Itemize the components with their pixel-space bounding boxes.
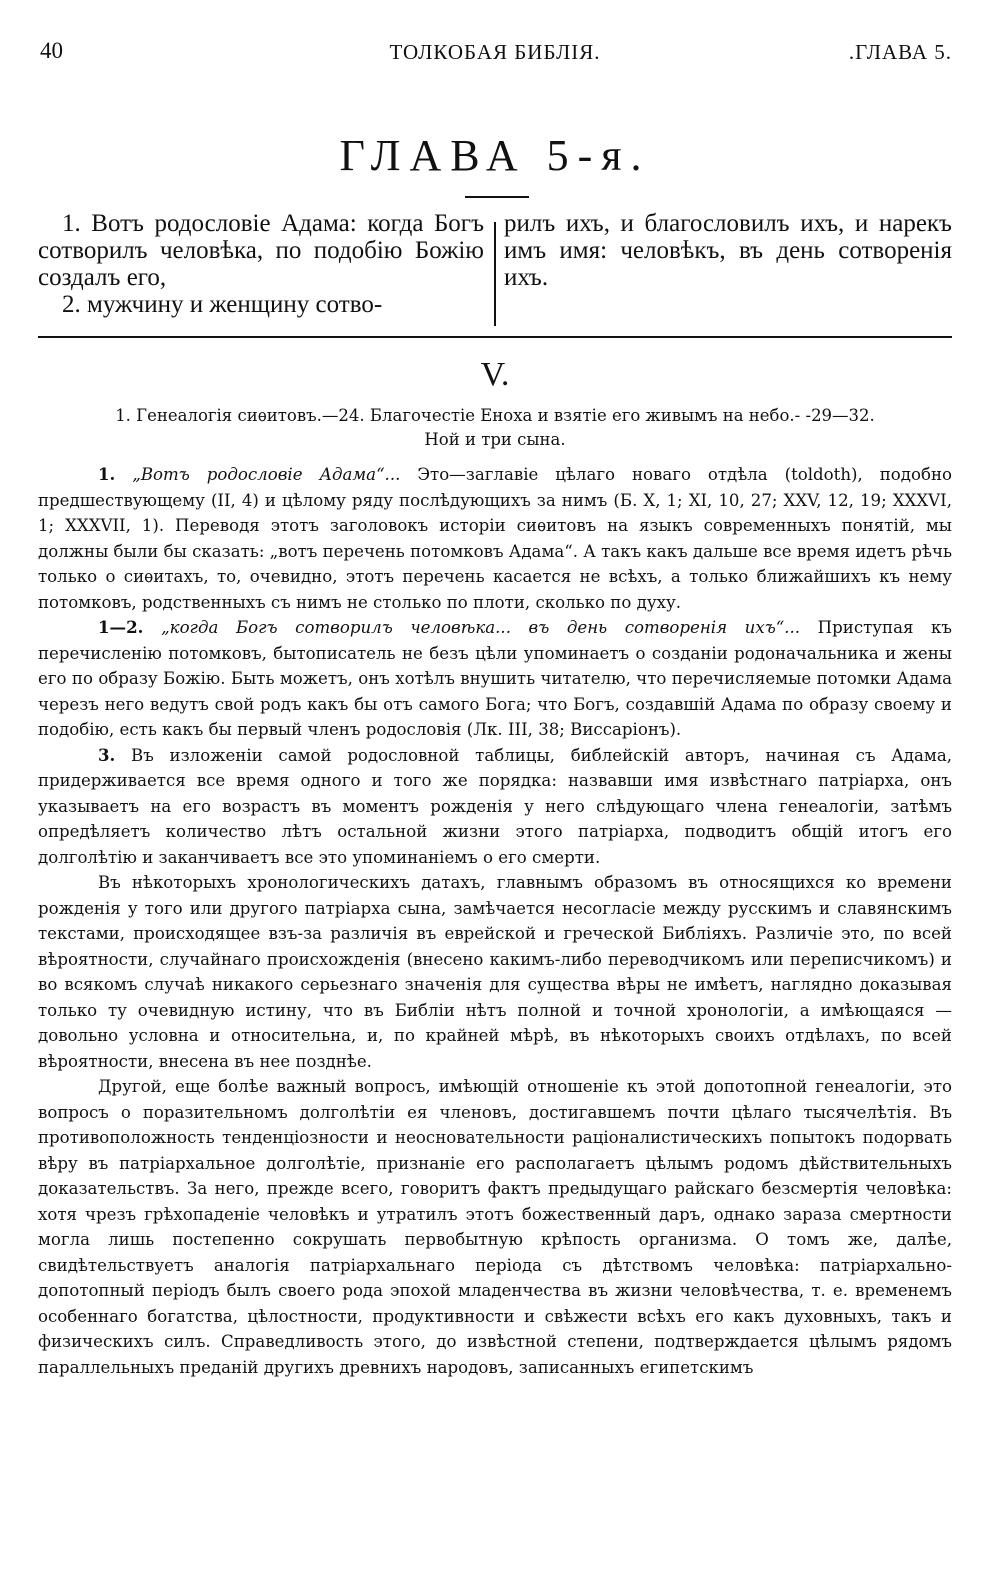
verse-2-end: рилъ ихъ, и благословилъ ихъ, и нарекъ имъ имя: человѣкъ, въ день сотворенія ихъ.	[504, 210, 952, 291]
chapter-title: ГЛАВА 5-я.	[339, 131, 651, 180]
book-title: ТОЛКОБАЯ БИБЛІЯ.	[389, 40, 601, 64]
commentary-paragraph	[38, 870, 952, 1074]
summary-line-1: 1. Генеалогія сиѳитовъ.—24. Благочестіе Еноха и взятіе его живымъ на небо.- -29—32.	[115, 406, 875, 425]
verse-2-start: 2. мужчину и женщину сотво-	[62, 291, 383, 318]
commentary-text: Другой, еще болѣе важный вопросъ, имѣющій отношеніе къ этой допотопной генеалогіи, это вопросъ о поразительномъ долголѣтіи ея членовъ, достигавшемъ почти цѣлаго тысячелѣтія. Въ противоположность тенденціозности и неосновательности раціоналистическихъ попытокъ подорвать вѣру въ патріархальное долголѣтіе, признаніе его располагаетъ цѣлымъ родомъ дѣйствительныхъ доказательствъ. За него, прежде всего, говоритъ фактъ предыдущаго райскаго безсмертія человѣка: хотя чрезъ грѣхопаденіе человѣкъ и утратилъ этотъ божественный даръ, однако зараза смертности могла лишь постепенно сокрушать первобытную крѣпость организма. О томъ же, далѣе, свидѣтельствуетъ аналогія патріархальнаго періода съ дѣтствомъ человѣка: патріархально-допотопный періодъ былъ своего рода эпохой младенчества въ жизни человѣчества, т. е. временемъ особеннаго богатства, цѣлостности, продуктивности и свѣжести всѣхъ его какъ духовныхъ, такъ и физическихъ силъ. Справедливость этого, до извѣстной степени, подтверждается цѣлымъ рядомъ параллельныхъ преданій другихъ древнихъ народовъ, записанныхъ египетскимъ	[38, 1077, 952, 1377]
book-page	[38, 0, 952, 1588]
verse-quote: „Вотъ родословіе Адама“...	[132, 465, 401, 484]
column-divider	[494, 222, 496, 326]
scripture-column-left	[38, 210, 484, 318]
verse-1: 1. Вотъ родословіе Адама: когда Богъ сотворилъ человѣка, по подобію Божію создалъ его,	[38, 210, 484, 291]
page-number: 40	[40, 38, 63, 63]
chapter-summary	[38, 404, 952, 452]
running-header	[38, 38, 952, 70]
summary-line-2: Ной и три сына.	[424, 430, 566, 449]
scripture-column-right	[504, 210, 952, 291]
chapter-label: .ГЛАВА 5.	[848, 40, 952, 64]
commentary-paragraph	[38, 462, 952, 615]
commentary-paragraph	[38, 743, 952, 871]
title-rule	[465, 196, 529, 198]
section-rule	[38, 336, 952, 338]
commentary-text: Приступая къ перечисленію потомковъ, бытописатель не безъ цѣли упоминаетъ о созданіи родоначальника и жены его по образу Божію. Быть можетъ, онъ хотѣлъ внушить читателю, что перечисляемые потомки Адама черезъ него ведутъ свой родъ какъ бы отъ самого Бога; что Богъ, создавшій Адама по образу своему и подобію, есть какъ бы первый членъ родословія (Лк. III, 38; Виссаріонъ).	[38, 618, 952, 739]
commentary	[38, 462, 952, 1380]
verse-reference: 3.	[98, 744, 116, 765]
commentary-paragraph	[38, 615, 952, 743]
commentary-text: Въ изложеніи самой родословной таблицы, библейскій авторъ, начиная съ Адама, придерживается все время одного и того же порядка: назвавши имя извѣстнаго патріарха, онъ указываетъ на его возрастъ въ моментъ рожденія у него слѣдующаго члена генеалогіи, затѣмъ опредѣляетъ количество лѣтъ остальной жизни этого патріарха, подводитъ общій итогъ его долголѣтію и заканчиваетъ все это упоминаніемъ о его смерти.	[38, 745, 952, 867]
commentary-text: Это—заглавіе цѣлаго новаго отдѣла (toldoth), подобно предшествующему (II, 4) и цѣлому ряду послѣдующихъ за нимъ (Б. X, 1; XI, 10, 27; XXV, 12, 19; XXXVI, 1; XXXVII, 1). Переводя этотъ заголовокъ исторіи сиѳитовъ на языкъ современныхъ понятій, мы должны были бы сказать: „вотъ перечень потомковъ Адама“. А такъ какъ дальше все время идетъ рѣчь только о сиѳитахъ, то, очевидно, этотъ перечень касается не всѣхъ, а только ближайшихъ къ нему потомковъ, родственныхъ съ нимъ не столько по плоти, сколько по духу.	[38, 465, 952, 612]
verse-reference: 1—2.	[98, 617, 144, 637]
commentary-text: Въ нѣкоторыхъ хронологическихъ датахъ, главнымъ образомъ въ относящихся ко времени рожденія у того или другого патріарха сына, замѣчается несогласіе между русскимъ и славянскимъ текстами, происходящее взъ-за различія въ еврейской и греческой Библіяхъ. Различіе это, по всей вѣроятности, случайнаго происхожденія (внесено какимъ-либо переводчикомъ или переписчикомъ) и во всякомъ случаѣ никакого серьезнаго значенія для существа вѣры не имѣетъ, наглядно доказывая только ту очевидную истину, что въ Библіи нѣтъ полной и точной хронологіи, а имѣющаяся — довольно условна и относительна, и, по крайней мѣрѣ, въ нѣкоторыхъ своихъ отдѣлахъ, по всей вѣроятности, внесена въ нее позднѣе.	[38, 873, 952, 1071]
commentary-paragraph	[38, 1074, 952, 1380]
section-number: V.	[480, 356, 510, 393]
verse-reference: 1.	[98, 464, 116, 484]
verse-quote: „когда Богъ сотворилъ человѣка... въ день сотворенія ихъ“...	[161, 618, 801, 637]
